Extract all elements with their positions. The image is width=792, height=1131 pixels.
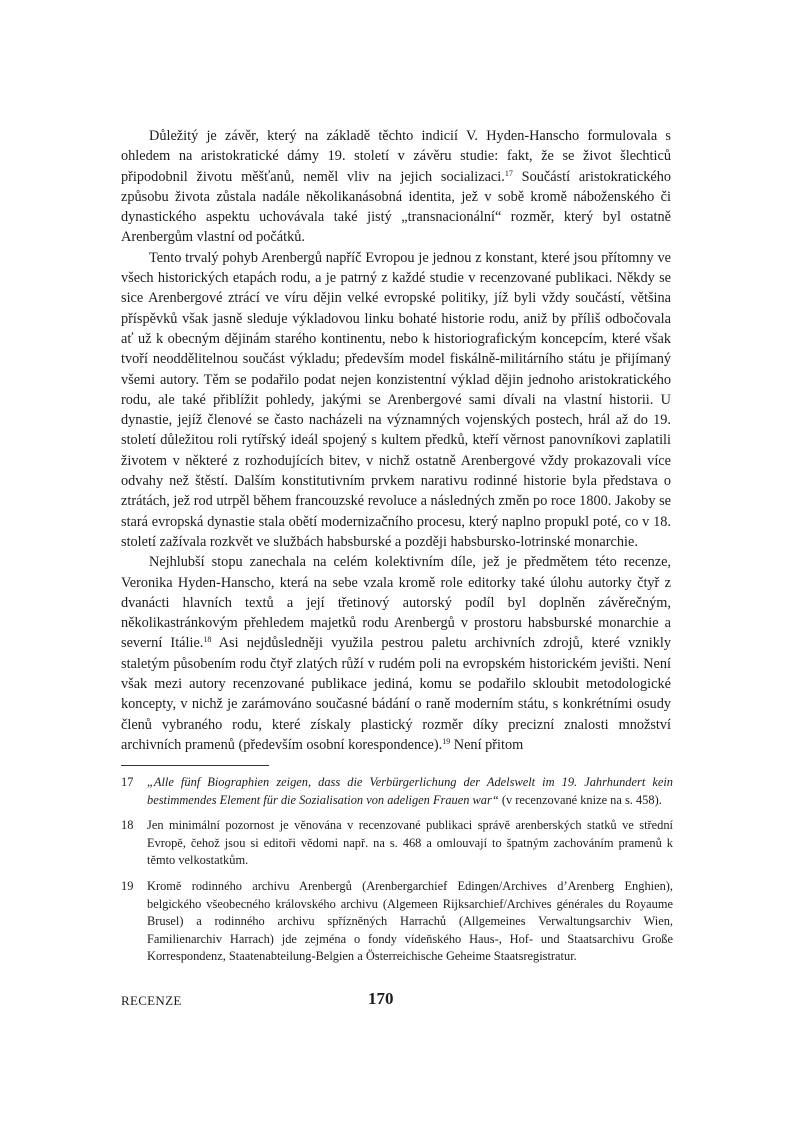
footnote-ref-17: 17 xyxy=(504,168,513,178)
footnote-ref-18: 18 xyxy=(203,635,212,645)
paragraph-3-text: Nejhlubší stopu zanechala na celém kolektivním díle, jež je předmětem této recenze, Veronika Hyden-Hanscho, která na sebe vzala kromě role editorky také úlohu autorky čtyř z dvanácti hlavních textů a její třetinový autorský podíl byl doplněn závěrečným, několikastránkovým přehledem majetků rodu Arenbergů v prostoru habsburské monarchie a severní Itálie. xyxy=(121,554,671,652)
paragraph-3-text-cont: Asi nejdůsledněji využila pestrou paletu archivních zdrojů, které vznikly staletým působením rodu čtyř zlatých růží v rudém poli na evropském historickém jevišti. Není však mezi autory recenzované publikace jediná, komu se podařilo skloubit metodologické koncepty, v nichž je zarámováno současné bádání o raně moderním státu, s konkrétními osudy členů vybraného rodu, které získaly plastický rozměr díky precizní znalosti množství archivních pramenů (především osobní korespondence). xyxy=(121,635,671,753)
paragraph-2-text: Tento trvalý pohyb Arenbergů napříč Evropou je jednou z konstant, které jsou přítomny ve všech historických etapách rodu, a je patrný z každé studie v recenzované publikaci. Někdy se sice Arenbergové ztrácí ve víru dějin velké evropské politiky, jíž byli vždy součástí, většina příspěvků však jasně sleduje výkladovou linku bohaté historie rodu, aniž by příliš odbočovala ať už k obecným dějinám starého kontinentu, nebo k historiografickým koncepcím, které však tvoří neoddělitelnou součást výkladu; především model fiskálně-militárního státu je přijímaný všemi autory. Těm se podařilo podat nejen konzistentní výklad dějin jednoho aristokratického rodu, ale také přiblížit pohledy, jakými se Arenbergové sami dívali na vlastní historii. U dynastie, jejíž členové se často nacházeli na významných vojenských postech, hrál až do 19. století důležitou roli rytířský ideál spojený s kultem předků, kteří věrnost panovníkovi zaplatili životem v některé z rozhodujících bitev, v nichž ostatně Arenbergové vždy prokazovali více odvahy než štěstí. Dalším konstitutivním prvkem narativu rodinné historie byla představa o ztrátách, jež rod utrpěl během francouzské revoluce a následných změn po roce 1800. Jakoby se stará evropská dynastie stala obětí modernizačního procesu, který naplno propukl poté, co v 18. století zažívala rozkvět ve službách habsburské a později habsbursko-lotrinské monarchie. xyxy=(121,249,671,550)
footnote-text: Kromě rodinného archivu Arenbergů (Arenbergarchief Edingen/Archives d’Arenberg Enghien), belgického všeobecného královského archivu (Algemeen Rijksarchief/Archives générales du Royaume Brusel) a rodinného archivu spřízněných Harrachů (Allgemeines Verwaltungsarchiv Wien, Familienarchiv Harrach) jde zejména o fondy vídeňského Haus-, Hof- und Staatsarchivu Große Korrespondenz, Staatenabteilung-Belgien a Österreichische Geheime Staatsregistratur. xyxy=(147,878,673,964)
footnote-number: 17 xyxy=(121,775,134,789)
footnote-separator xyxy=(121,765,269,766)
footnote-text: Jen minimální pozornost je věnována v recenzované publikaci správě arenberských statků ve střední Evropě, čehož jsou si editoři vědomi např. na s. 468 a omlouvají to špatným zachováním pramenů k těmto velkostatkům. xyxy=(147,818,673,868)
paragraph-3-text-end: Není přitom xyxy=(450,736,524,753)
footnote-quote: „Alle fünf Biographien zeigen, dass die Verbürgerlichung der Adelswelt im 19. Jahrhundert kein bestimmendes Element für die Sozialisation von adeligen Frauen war“ xyxy=(147,775,673,807)
footnote-number: 18 xyxy=(121,818,134,833)
footnote-18 xyxy=(121,817,673,870)
paragraph-1-text-cont: Součástí aristokratického způsobu života zůstala nadále několikanásobná identita, jež v sobě kromě náboženského či dynastického aspektu uchovávala také jistý „transnacionální“ rozměr, který byl ostatně Arenbergům vlastní od počátků. xyxy=(121,168,671,246)
paragraph-2 xyxy=(121,248,671,552)
footnote-ref-19: 19 xyxy=(442,736,451,746)
footnotes xyxy=(121,774,673,974)
footnote-text: (v recenzované knize na s. 458). xyxy=(498,792,662,807)
paragraph-3 xyxy=(121,552,671,755)
main-text xyxy=(121,126,671,755)
footnote-19 xyxy=(121,878,673,966)
footnote-17 xyxy=(121,774,673,809)
page-number: 170 xyxy=(368,989,394,1008)
section-label: RECENZE xyxy=(121,993,182,1008)
paragraph-1-text: Důležitý je závěr, který na základě těchto indicií V. Hyden-Hanscho formulovala s ohledem na aristokratické dámy 19. století v závěru studie: fakt, že se život šlechticů připodobnil životu měšťanů, neměl vliv na jejich socializaci. xyxy=(121,128,671,185)
paragraph-1 xyxy=(121,126,671,248)
footnote-number: 19 xyxy=(121,878,134,893)
